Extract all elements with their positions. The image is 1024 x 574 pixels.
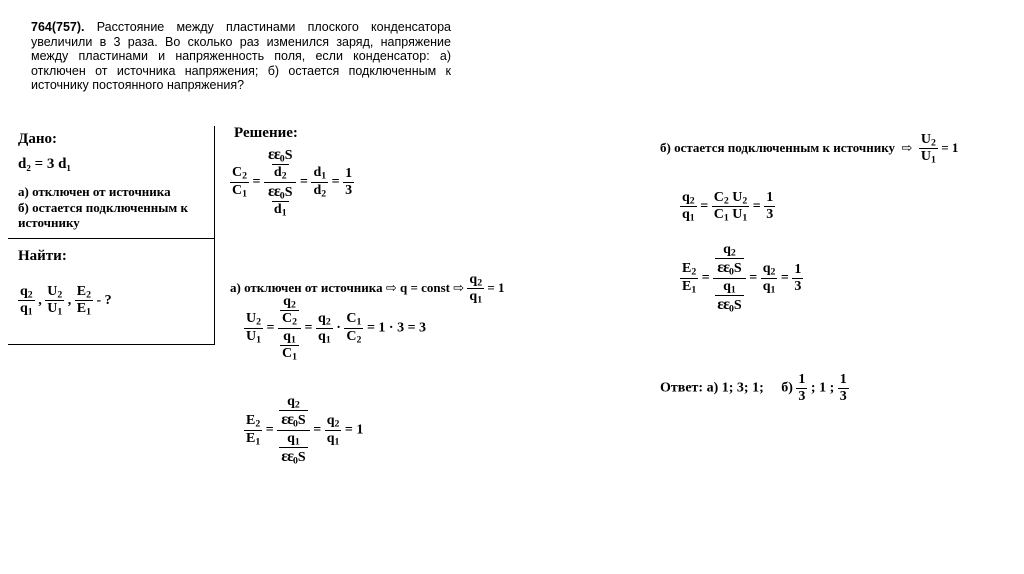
answer-label: Ответ: xyxy=(660,380,704,396)
case-a-e-ratio: = 1 xyxy=(344,422,364,438)
find-title: Найти: xyxy=(18,248,67,264)
case-a-u-ratio: = 1 · 3 = 3 xyxy=(366,320,427,336)
problem-number: 764(757). xyxy=(31,20,85,34)
problem-text: Расстояние между пластинами плоского конденсатора увеличили в 3 раза. Во сколько раз изменился заряд, напряжение между пластинами и напряженность поля, если конденсатор: а) отключен от источника напряжения; б) остается подключенным к источнику постоянного напряжения? xyxy=(31,20,451,92)
case-a-q-ratio: = 1 xyxy=(487,279,505,295)
implies-arrow-icon: ⇨ xyxy=(901,140,913,156)
field-ratio-formula-b: $\frac{E_2}{E_1}$ = $\frac{\frac{q_2}{\varepsilon\varepsilon_0S}}{\frac{q_1}{\varepsilon\varepsilon_0S}}$ = $\frac{q_2}{q_1}$ = $\frac{1}{3}$ xyxy=(682,242,802,315)
given-case-b: б) остается подключенным к источнику xyxy=(18,200,189,230)
case-a-label: а) отключен от источника xyxy=(230,279,383,295)
problem-statement xyxy=(31,20,451,93)
answer-part-b: б) xyxy=(781,380,793,396)
implies-arrow-icon: ⇨ xyxy=(385,280,397,296)
case-b-u-ratio: = 1 xyxy=(941,139,959,155)
given-divider xyxy=(8,238,214,239)
case-a-result: q = const xyxy=(399,279,451,295)
case-b-label: б) остается подключенным к источнику xyxy=(660,139,896,155)
given-title: Дано: xyxy=(18,131,57,147)
implies-arrow-icon: ⇨ xyxy=(453,280,465,296)
given-relation: d₂ = 3 d₁ xyxy=(18,156,71,172)
find-suffix: - ? xyxy=(96,293,112,309)
solution-title: Решение: xyxy=(234,125,298,141)
answer-line: Ответ: а) 1; 3; 1; б) $\frac{1}{3}$ ; 1 ; $\frac{1}{3}$ xyxy=(660,372,847,404)
find-quantities: $\frac{q_2}{q_1}$ , $\frac{U_2}{U_1}$ , $\frac{E_2}{E_1}$ - ? xyxy=(20,284,112,318)
capacitance-ratio-formula: $\frac{C_2}{C_1}$ = $\frac{\frac{\varepsilon\varepsilon_0S}{d_2}}{\frac{\varepsilon\varepsilon_0S}{d_1}}$ = $\frac{d_1}{d_2}$ = $\frac{1}{3}$ xyxy=(232,146,353,219)
voltage-ratio-formula: $\frac{U_2}{U_1}$ = $\frac{\frac{q_2}{C_2}}{\frac{q_1}{C_1}}$ = $\frac{q_2}{q_1}$ · $\frac{C_1}{C_2}$ = 1 · 3 = 3 xyxy=(246,294,427,363)
given-case-a: а) отключен от источника xyxy=(18,184,171,199)
charge-ratio-formula: $\frac{q_2}{q_1}$ = $\frac{C_2 U_2}{C_1 U_1}$ = $\frac{1}{3}$ xyxy=(682,190,774,224)
case-a-line: а) отключен от источника ⇨ q = const ⇨ $\frac{q_2}{q_1}$ = 1 xyxy=(230,272,505,306)
case-b-line: б) остается подключенным к источнику ⇨ $\frac{U_2}{U_1}$ = 1 xyxy=(660,132,959,166)
answer-part-a: а) 1; 3; 1; xyxy=(706,380,764,396)
field-ratio-formula: $\frac{E_2}{E_1}$ = $\frac{\frac{q_2}{\varepsilon\varepsilon_0S}}{\frac{q_1}{\varepsilon\varepsilon_0S}}$ = $\frac{q_2}{q_1}$ = 1 xyxy=(246,394,364,467)
